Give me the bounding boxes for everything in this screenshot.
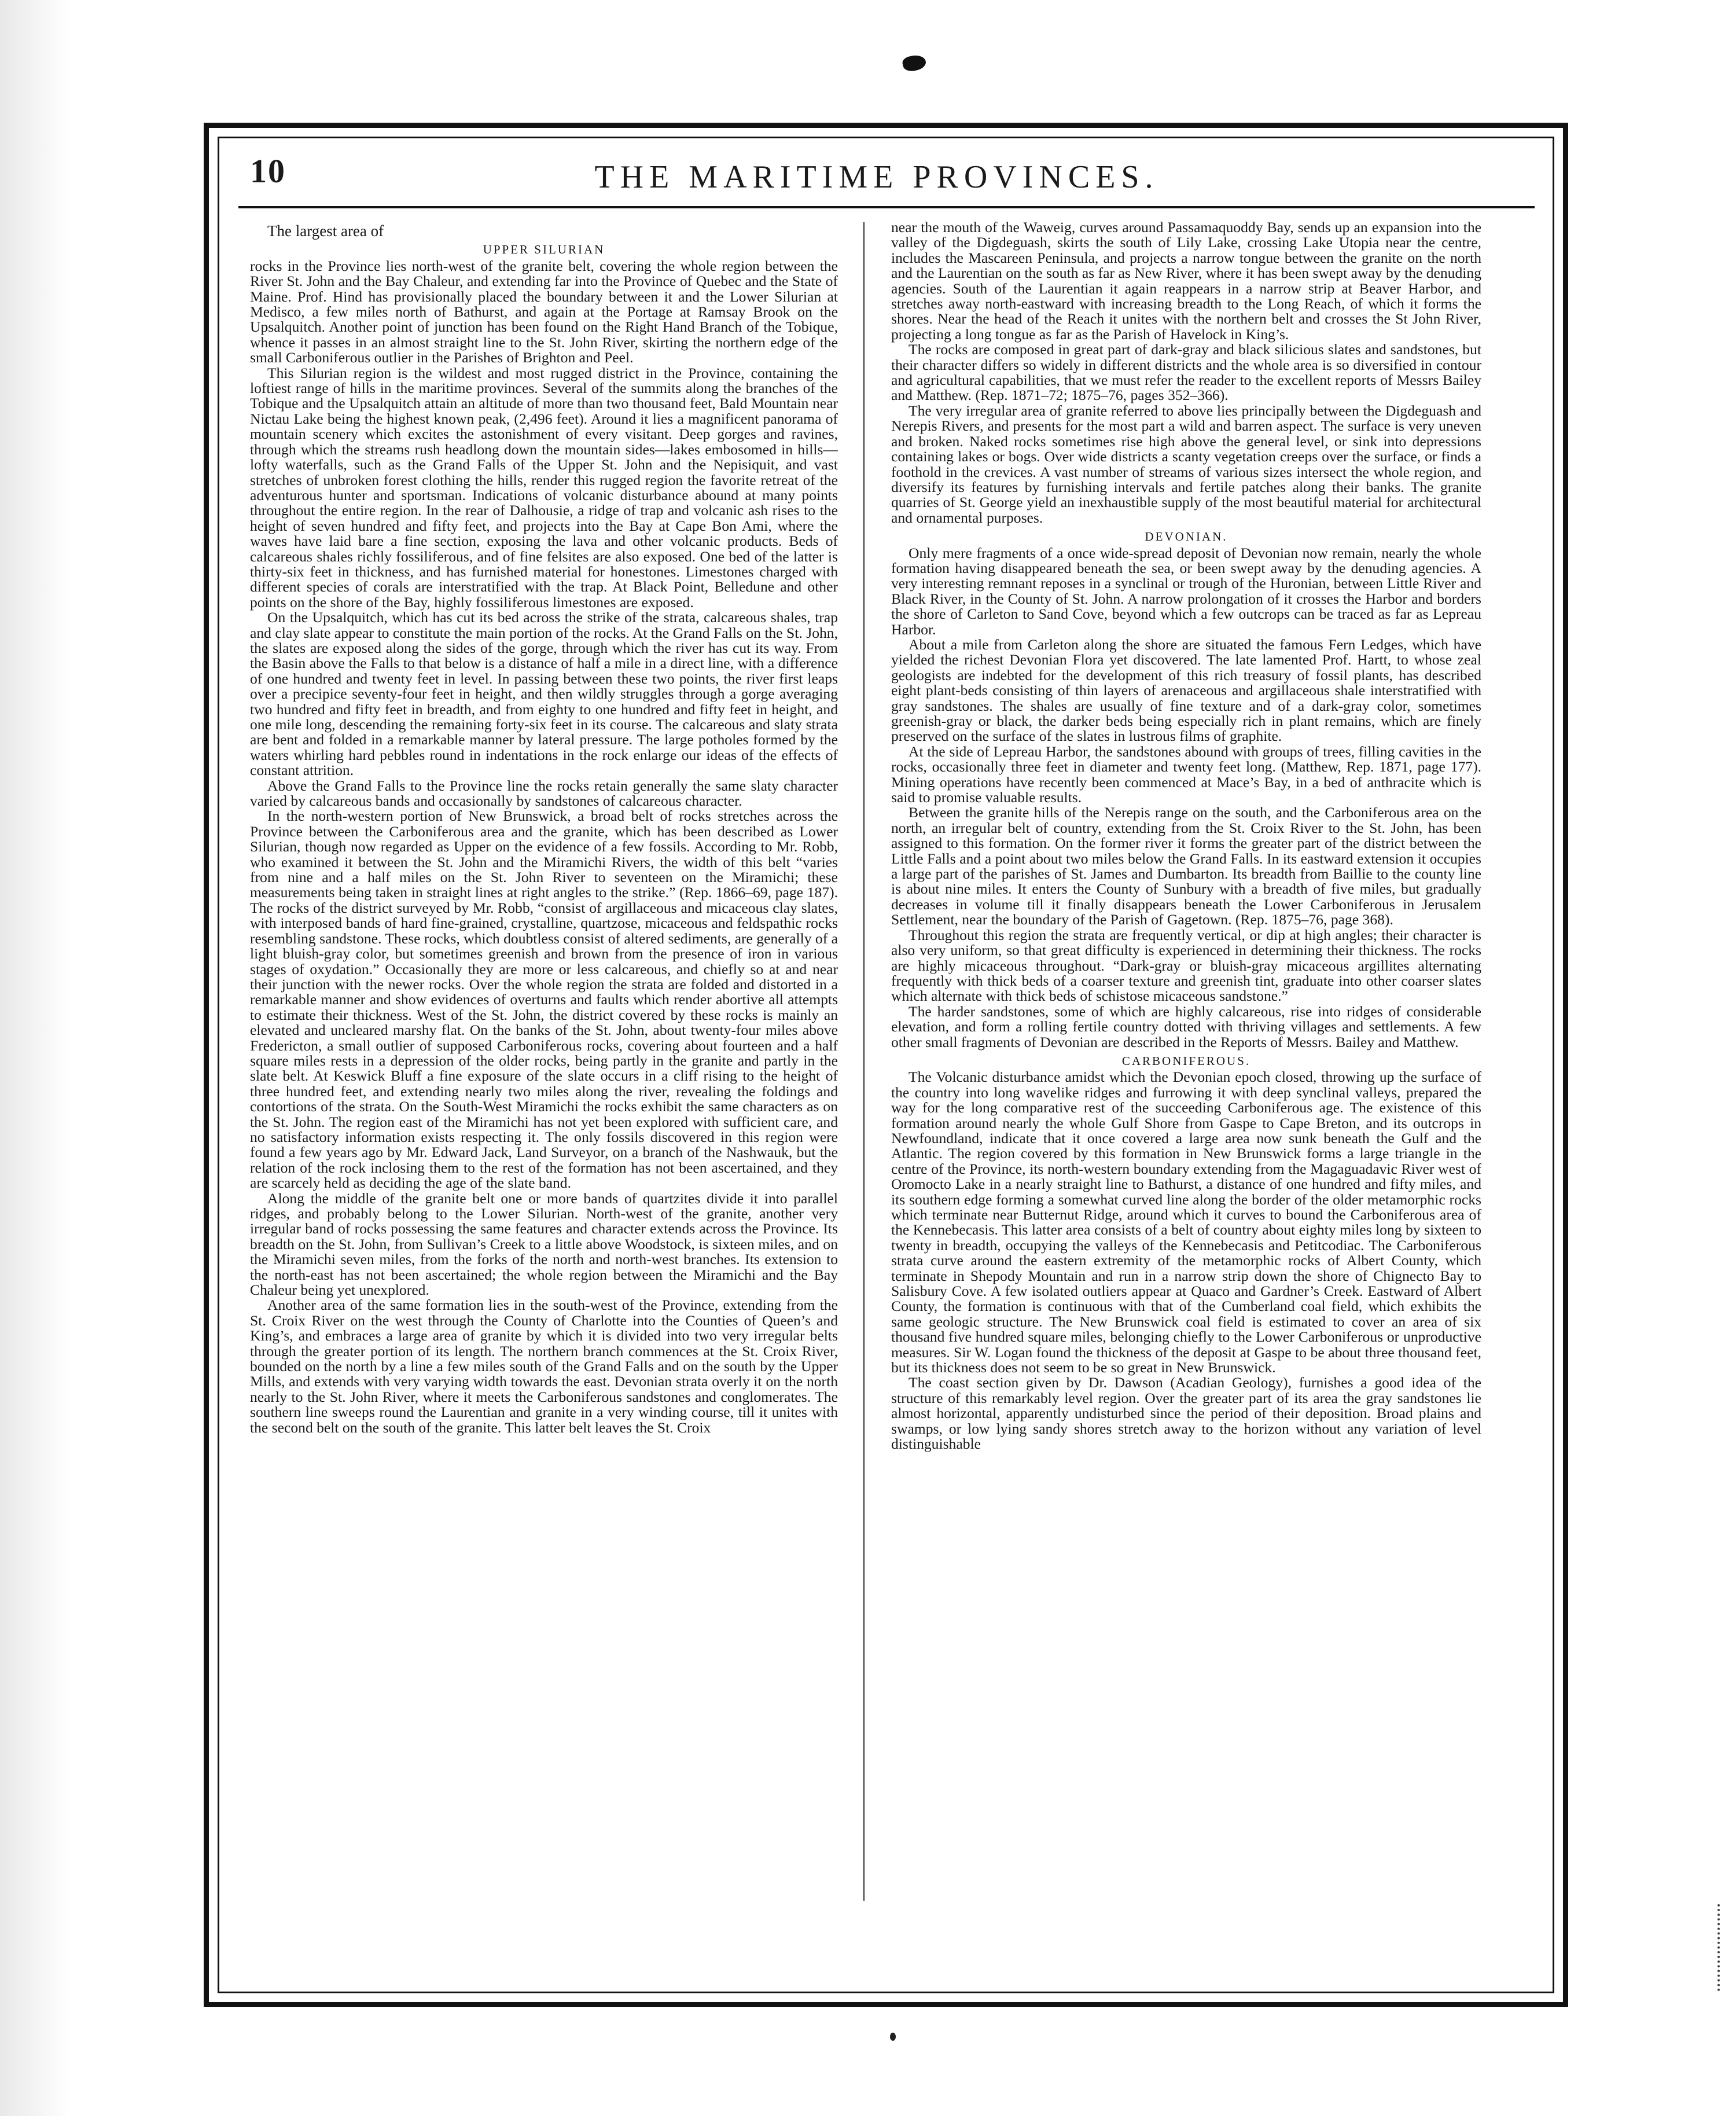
paragraph: Throughout this region the strata are frequently vertical, or dip at high angles; their character is also very uniform, so that great difficulty is experienced in determining their thickness. The rocks are highly micaceous throughout. “Dark-gray or bluish-gray micaceous argillites alternating frequently with thick beds of a coarser texture and greenish tint, graduate into other coarser slates which alternate with thick beds of schistose micaceous sandstone.” — [891, 926, 1481, 1005]
paragraph: In the north-western portion of New Brunswick, a broad belt of rocks stretches across the Province between the Carboniferous area and the granite, which has been described as Lower Silurian, though now regarded as Upper on the evidence of a few fossils. According to Mr. Robb, who examined it between the St. John and the Miramichi Rivers, the width of this belt “varies from nine and a half miles on the St. John River to seventeen on the Miramichi; these measurements being taken in straight lines at right angles to the strike.” (Rep. 1866–69, page 187). The rocks of the district surveyed by Mr. Robb, “consist of argillaceous and micaceous clay slates, with interposed bands of hard fine-grained, crystalline, quartzose, micaceous and feldspathic rocks resembling sandstone. These rocks, which doubtless consist of altered sediments, are generally of a light bluish-gray color, but sometimes greenish and brown from the presence of iron in various stages of oxydation.” Occasionally they are more or less calcareous, and chiefly so at and near their junction with the newer rocks. Over the whole region the strata are folded and distorted in a remarkable manner and show evidences of overturns and faults which render abortive all attempts to estimate their thickness. West of the St. John, the district covered by these rocks is mainly an elevated and uncleared marshy flat. On the banks of the St. John, about twenty-four miles above Fredericton, a small outlier of supposed Carboniferous rocks, covering about fourteen and a half square miles rests in a depression of the older rocks, being partly in the granite and partly in the slate belt. At Keswick Bluff a fine exposure of the slate occurs in a cliff rising to the height of three hundred feet, and extending nearly two miles along the river, revealing the foldings and contortions of the strata. On the South-West Miramichi the rocks exhibit the same characters as on the St. John. The region east of the Miramichi has not yet been explored with sufficient care, and no satisfactory information exists respecting it. The only fossils discovered in this region were found a few years ago by Mr. Edward Jack, Land Surveyor, on a branch of the Nashwauk, but the relation of the rock inclosing them to the rest of the formation has not been ascertained, and they are scarcely held as deciding the age of the slate band. — [250, 807, 838, 1192]
intro-text: The largest area of — [267, 222, 384, 240]
paragraph: Above the Grand Falls to the Province line the rocks retain generally the same slaty character varied by calcareous bands and occasionally by sandstones of calcareous character. — [250, 777, 838, 810]
paragraph: The Volcanic disturbance amidst which the Devonian epoch closed, throwing up the surface of the country into long wavelike ridges and furrowing it with deep synclinal valleys, prepared the way for the long comparative rest of the succeeding Carboniferous age. The existence of this formation around nearly the whole Gulf Shore from Gaspe to Cape Breton, and its outcrops in Newfoundland, indicate that it once covered a large area now sunk beneath the Gulf and the Atlantic. The region covered by this formation in New Brunswick forms a large triangle in the centre of the Province, its north-western boundary extending from the Magaguadavic River west of Oromocto Lake in a nearly straight line to Bathurst, a distance of one hundred and fifty miles, and its southern edge forming a somewhat curved line along the border of the older metamorphic rocks which terminate near Butternut Ridge, around which it curves to bound the Carboniferous area of the Kennebecasis. This latter area consists of a belt of country about eighty miles long by sixteen to twenty in breadth, occupying the valleys of the Kennebecasis and Petitcodiac. The Carboniferous strata curve around the eastern extremity of the metamorphic rocks of Albert County, which terminate in Shepody Mountain and run in a narrow strip down the shore of Chignecto Bay to Salisbury Cove. A few isolated outliers appear at Quaco and Gardner’s Creek. Eastward of Albert County, the formation is continuous with that of the Cumberland coal field, which exhibits the same geologic structure. The New Brunswick coal field is estimated to cover an area of six thousand five hundred square miles, belonging chiefly to the Lower Carboniferous or unproductive measures. Sir W. Logan found the thickness of the deposit at Gaspe to be about three thousand feet, but its thickness does not seem to be so great in New Brunswick. — [891, 1068, 1481, 1376]
paragraph: The harder sandstones, some of which are highly calcareous, rise into ridges of considerable elevation, and form a rolling fertile country dotted with thriving villages and settlements. A few other small fragments of Devonian are described in the Reports of Messrs. Bailey and Matthew. — [891, 1002, 1481, 1050]
section-heading-devonian: DEVONIAN. — [1145, 530, 1228, 544]
paragraph: Another area of the same formation lies in the south-west of the Province, extending from the St. Croix River on the west through the County of Charlotte into the Counties of Queen’s and King’s, and embraces a large area of granite by which it is divided into two very irregular belts through the greater portion of its length. The northern branch commences at the St. Croix River, bounded on the north by a line a few miles south of the Grand Falls and on the south by the Upper Mills, and extends with very varying width towards the east. Devonian strata overly it on the north nearly to the St. John River, where it meets the Carboniferous sandstones and conglomerates. The southern line sweeps round the Laurentian and granite in a very winding course, till it unites with the second belt on the south of the granite. This latter belt leaves the St. Croix — [250, 1296, 838, 1436]
scan-edge-marks — [1717, 1904, 1730, 1991]
paragraph: On the Upsalquitch, which has cut its bed across the strike of the strata, calcareous shales, trap and clay slate appear to constitute the main portion of the rocks. At the Grand Falls on the St. John, the slates are exposed along the sides of the gorge, through which the river has cut its way. From the Basin above the Falls to that below is a distance of half a mile in a direct line, with a difference of one hundred and twenty feet in level. In passing between these two points, the river first leaps over a precipice seventy-four feet in height, and then wildly struggles through a gorge averaging two hundred and fifty feet in breadth, and from eighty to one hundred and fifty feet in height, and one mile long, descending the remaining forty-six feet in its course. The calcareous and slaty strata are bent and folded in a remarkable manner by lateral pressure. The large potholes formed by the waters whirling hard pebbles round in indentations in the rock enlarge our ideas of the effects of constant attrition. — [250, 609, 838, 779]
paragraph: This Silurian region is the wildest and most rugged district in the Province, containing the loftiest range of hills in the maritime provinces. Several of the summits along the branches of the Tobique and the Upsalquitch attain an altitude of more than two thousand feet, Bald Mountain near Nictau Lake being the highest known peak, (2,496 feet). Around it lies a magnificent panorama of mountain scenery which excites the astonishment of every visitant. Deep gorges and ravines, through which the streams rush headlong down the mountain sides—lakes embosomed in hills—lofty waterfalls, such as the Grand Falls of the Upper St. John and the Nepisiquit, and vast stretches of unbroken forest clothing the hills, render this rugged region the favorite retreat of the adventurous hunter and sportsman. Indications of volcanic disturbance abound at many points throughout the entire region. In the rear of Dalhousie, a ridge of trap and volcanic ash rises to the height of seven hundred and fifty feet, and projects into the Bay at Cape Bon Ami, where the waves have laid bare a fine section, exposing the lava and other volcanic products. Beds of calcareous shales richly fossiliferous, and of fine felsites are also exposed. One bed of the latter is thirty-six feet in thickness, and has furnished material for honestones. Limestones charged with different species of corals are interstratified with the trap. At Black Point, Belledune and other points on the shore of the Bay, highly fossiliferous limestones are exposed. — [250, 364, 838, 611]
paragraph: rocks in the Province lies north-west of the granite belt, covering the whole region between the River St. John and the Bay Chaleur, and extending far into the Province of Quebec and the State of Maine. Prof. Hind has provisionally placed the boundary between it and the Lower Silurian at Medisco, a few miles north of Bathurst, and again at the Portage at Ramsay Brook on the Upsalquitch. Another point of junction has been found on the Right Hand Branch of the Tobique, whence it passes in an almost straight line to the St. John River, skirting the northern edge of the small Carboniferous outlier in the Parishes of Brighton and Peel. — [250, 257, 838, 366]
paragraph: About a mile from Carleton along the shore are situated the famous Fern Ledges, which have yielded the richest Devonian Flora yet discovered. The late lamented Prof. Hartt, to whose zeal geologists are indebted for the development of this rich treasury of fossil plants, has described eight plant-beds consisting of thin layers of arenaceous and argillaceous shale interstratified with gray sandstones. The shales are usually of fine texture and of a dark-gray color, sometimes greenish-gray or black, the darker beds being especially rich in plant remains, which are finely preserved on the surface of the slates in lustrous films of graphite. — [891, 635, 1481, 745]
page-number: 10 — [250, 152, 286, 190]
scan-margin — [0, 0, 69, 2116]
section-heading-carboniferous: CARBONIFEROUS. — [1121, 1053, 1251, 1068]
paragraph: The coast section given by Dr. Dawson (Acadian Geology), furnishes a good idea of the structure of this remarkably level region. Over the greater part of its area the gray sandstones lie almost horizontal, apparently undisturbed since the period of their deposition. Broad plains and swamps, or low lying sandy shores stretch away to the horizon without any variation of level distinguishable — [891, 1374, 1481, 1453]
paragraph: The rocks are composed in great part of dark-gray and black silicious slates and sandstones, but their character differs so widely in different districts and the whole area is so diversified in contour and agricultural capabilities, that we must refer the reader to the excellent reports of Messrs Bailey and Matthew. (Rep. 1871–72; 1875–76, pages 352–366). — [891, 341, 1481, 404]
left-column — [250, 220, 838, 1927]
paragraph: Along the middle of the granite belt one or more bands of quartzites divide it into parallel ridges, and probably belong to the Lower Silurian. North-west of the granite, another very irregular band of rocks possessing the same features and character extends across the Province. Its breadth on the St. John, from Sullivan’s Creek to a little above Woodstock, is sixteen miles, and on the Miramichi seven miles, from the forks of the north and north-west branches. Its extension to the north-east has not been ascertained; the whole region between the Miramichi and the Bay Chaleur being yet unexplored. — [250, 1189, 838, 1299]
header-rule — [238, 206, 1535, 208]
right-column — [891, 220, 1481, 1927]
paragraph: The very irregular area of granite referred to above lies principally between the Digdeguash and Nerepis Rivers, and presents for the most part a wild and barren aspect. The surface is very uneven and broken. Naked rocks sometimes rise high above the general level, or sink into depressions containing lakes or bogs. Over wide districts a scanty vegetation creeps over the surface, or finds a foothold in the crevices. A vast number of streams of various sizes intersect the whole region, and diversify its features by furnishing intervals and fertile patches along their banks. The granite quarries of St. George yield an inexhaustible supply of the most beautiful material for architectural and ornamental purposes. — [891, 402, 1481, 526]
section-heading-upper-silurian: UPPER SILURIAN — [483, 243, 605, 257]
paragraph: Between the granite hills of the Nerepis range on the south, and the Carboniferous area on the north, an irregular belt of country, extending from the St. Croix River to the St. John, has been assigned to this formation. On the former river it forms the greater part of the district between the Little Falls and a point about two miles below the Grand Falls. In its eastward extension it occupies a large part of the parishes of St. James and Dumbarton. Its breadth from Baillie to the county line is about nine miles. It enters the County of Sunbury with a breadth of five miles, but gradually decreases in volume till it finally disappears beneath the Lower Carboniferous in Jerusalem Settlement, near the boundary of the Parish of Gagetown. (Rep. 1875–76, page 368). — [891, 804, 1481, 928]
paragraph: near the mouth of the Waweig, curves around Passamaquoddy Bay, sends up an expansion into the valley of the Digdeguash, skirts the south of Lily Lake, crossing Lake Utopia near the centre, includes the Mascareen Peninsula, and projects a narrow tongue between the granite on the north and the Laurentian on the south as far as New River, where it has been swept away by the denuding agencies. South of the Laurentian it again reappears in a narrow strip at Beaver Harbor, and stretches away north-eastward with increasing breadth to the Long Reach, of which it forms the shores. Near the head of the Reach it unites with the northern belt and crosses the St John River, projecting a long tongue as far as the Parish of Havelock in King’s. — [891, 220, 1481, 343]
ink-dot — [890, 2033, 896, 2041]
paragraph: At the side of Lepreau Harbor, the sandstones abound with groups of trees, filling cavities in the rocks, occasionally three feet in diameter and twenty feet long. (Matthew, Rep. 1871, page 177). Mining operations have recently been commenced at Mace’s Bay, in a bed of anthracite which is said to promise valuable results. — [891, 743, 1481, 806]
column-divider — [863, 222, 865, 1901]
paragraph: Only mere fragments of a once wide-spread deposit of Devonian now remain, nearly the whole formation having disappeared beneath the sea, or been swept away by the denuding agencies. A very interesting remnant reposes in a synclinal or trough of the Huronian, between Little River and Black River, in the County of St. John. A narrow prolongation of it crosses the Harbor and borders the shore of Carleton to Sand Cove, beyond which a few outcrops can be traced as far as Lepreau Harbor. — [891, 544, 1481, 638]
running-title: THE MARITIME PROVINCES. — [594, 159, 1159, 195]
